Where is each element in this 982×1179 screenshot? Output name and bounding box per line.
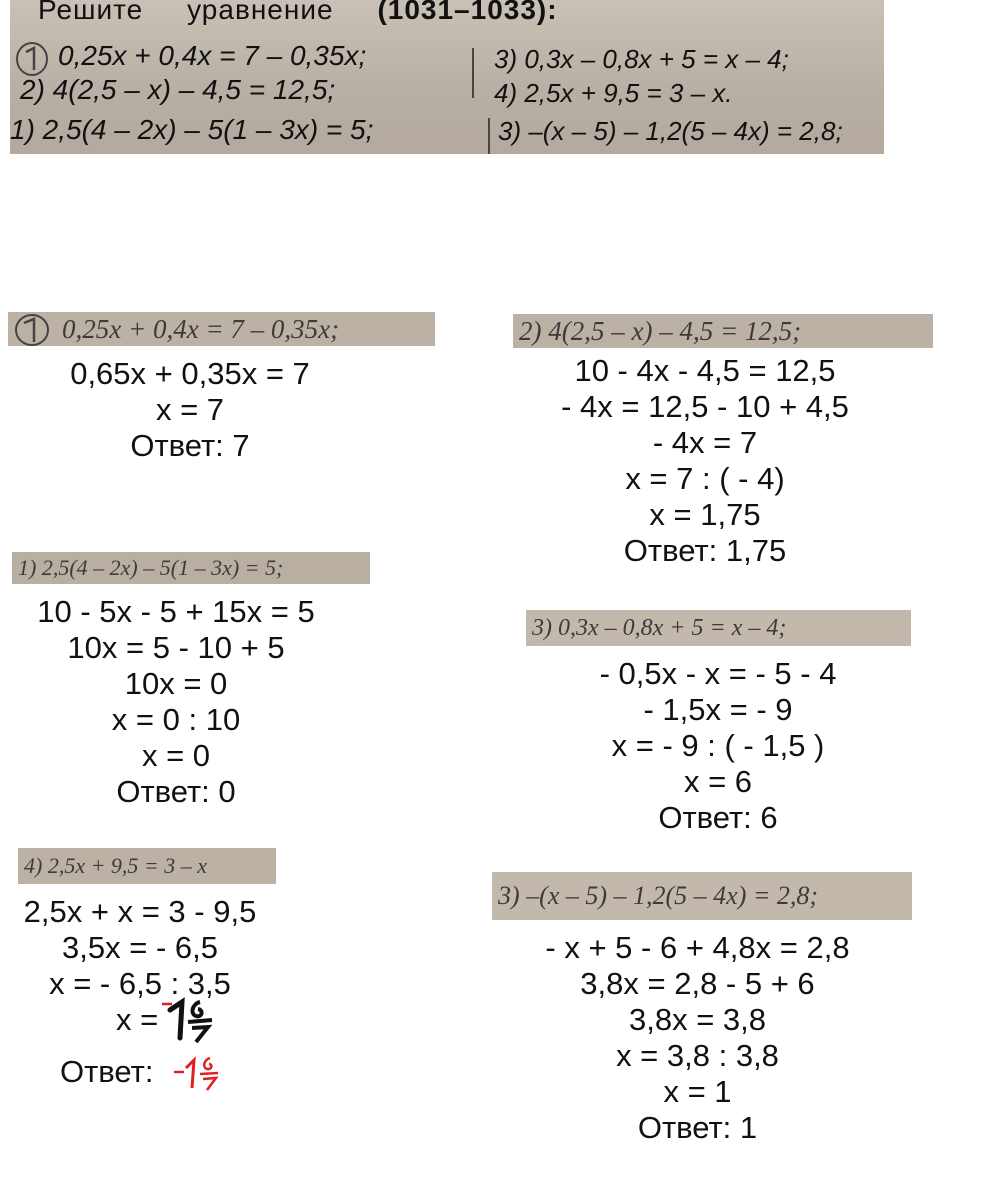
solution-line: x = 3,8 : 3,8 bbox=[616, 1038, 779, 1073]
solution-line: x = - 9 : ( - 1,5 ) bbox=[611, 728, 825, 763]
answer-line: Ответ: 7 bbox=[130, 428, 250, 463]
solution-line: - 4x = 7 bbox=[652, 425, 758, 460]
header-title bbox=[38, 0, 558, 26]
solution-line: x = 6 bbox=[683, 764, 753, 799]
problem-5-equation: 4) 2,5x + 9,5 = 3 – x bbox=[24, 853, 208, 878]
problem-6-solution bbox=[520, 930, 875, 1146]
problem-5-strip bbox=[18, 848, 276, 884]
header-divider-2 bbox=[488, 118, 490, 154]
problem-2-equation: 2) 4(2,5 – x) – 4,5 = 12,5; bbox=[519, 316, 802, 346]
title-range: (1031–1033): bbox=[377, 0, 558, 25]
problem-1-equation: 0,25x + 0,4x = 7 – 0,35x; bbox=[62, 314, 340, 344]
solution-line: x = 0 bbox=[141, 738, 211, 773]
solution-line: x = 1 bbox=[663, 1074, 732, 1109]
problem-3-equation: 1) 2,5(4 – 2x) – 5(1 – 3x) = 5; bbox=[18, 555, 284, 580]
handwritten-x-value bbox=[160, 996, 218, 1046]
header-eq-1-2: 2) 4(2,5 – x) – 4,5 = 12,5; bbox=[20, 74, 336, 105]
solution-line: x = 1,75 bbox=[649, 497, 761, 532]
problem-4-solution bbox=[548, 656, 888, 836]
solution-line: 3,8x = 2,8 - 5 + 6 bbox=[580, 966, 815, 1001]
answer-line: Ответ: 6 bbox=[658, 800, 778, 835]
header-eq-1-1: 0,25x + 0,4x = 7 – 0,35x; bbox=[58, 40, 367, 71]
solution-line: 2,5x + x = 3 - 9,5 bbox=[23, 894, 257, 929]
header-eq-1-4: 4) 2,5x + 9,5 = 3 – x. bbox=[494, 78, 733, 108]
header-eq-1-3: 3) 0,3x – 0,8x + 5 = x – 4; bbox=[494, 44, 789, 74]
problem-6-strip bbox=[492, 872, 912, 920]
textbook-header-photo bbox=[10, 0, 884, 154]
problem-1-strip bbox=[8, 312, 435, 346]
solution-line: - 4x = 12,5 - 10 + 4,5 bbox=[561, 389, 849, 424]
header-divider-1 bbox=[472, 48, 474, 98]
title-word-2: уравнение bbox=[187, 0, 334, 25]
solution-line: 0,65x + 0,35x = 7 bbox=[70, 356, 310, 391]
problem-5-answer-label: Ответ: bbox=[60, 1054, 154, 1089]
solution-line: - x + 5 - 6 + 4,8x = 2,8 bbox=[545, 930, 850, 965]
problem-5-solution bbox=[0, 894, 280, 1002]
problem-4-strip bbox=[526, 610, 911, 646]
solution-line: 10x = 0 bbox=[124, 666, 228, 701]
solution-line: 10 - 4x - 4,5 = 12,5 bbox=[574, 353, 836, 388]
solution-line: x = 7 : ( - 4) bbox=[625, 461, 785, 496]
problem-4-equation: 3) 0,3x – 0,8x + 5 = x – 4; bbox=[532, 615, 787, 641]
circled-mark-icon bbox=[14, 40, 50, 78]
title-word-1: Решите bbox=[38, 0, 144, 25]
header-eq-2-3: 3) –(x – 5) – 1,2(5 – 4x) = 2,8; bbox=[498, 116, 843, 146]
solution-line: x = 7 bbox=[155, 392, 225, 427]
solution-line: 3,5x = - 6,5 bbox=[62, 930, 218, 965]
answer-line: Ответ: 1 bbox=[637, 1110, 758, 1145]
solution-line: 3,8x = 3,8 bbox=[628, 1002, 767, 1037]
problem-2-solution bbox=[540, 353, 870, 569]
header-eq-2-1: 1) 2,5(4 – 2x) – 5(1 – 3x) = 5; bbox=[10, 114, 374, 145]
problem-6-equation: 3) –(x – 5) – 1,2(5 – 4x) = 2,8; bbox=[498, 881, 819, 910]
problem-3-strip bbox=[12, 552, 370, 584]
solution-line: - 0,5x - x = - 5 - 4 bbox=[599, 656, 837, 691]
answer-line: Ответ: 1,75 bbox=[623, 533, 787, 568]
answer-line: Ответ: 0 bbox=[116, 774, 236, 809]
problem-3-solution bbox=[16, 594, 336, 810]
circled-mark-icon bbox=[10, 312, 54, 348]
handwritten-answer bbox=[172, 1054, 222, 1094]
problem-1-solution bbox=[40, 356, 340, 464]
problem-2-strip bbox=[513, 314, 933, 348]
solution-line: 10x = 5 - 10 + 5 bbox=[67, 630, 285, 665]
solution-line: x = - 6,5 : 3,5 bbox=[49, 966, 231, 1001]
solution-line: 10 - 5x - 5 + 15x = 5 bbox=[37, 594, 315, 629]
solution-line: - 1,5x = - 9 bbox=[643, 692, 793, 727]
solution-line: x = 0 : 10 bbox=[111, 702, 241, 737]
problem-5-x-label: x = bbox=[116, 1002, 159, 1037]
